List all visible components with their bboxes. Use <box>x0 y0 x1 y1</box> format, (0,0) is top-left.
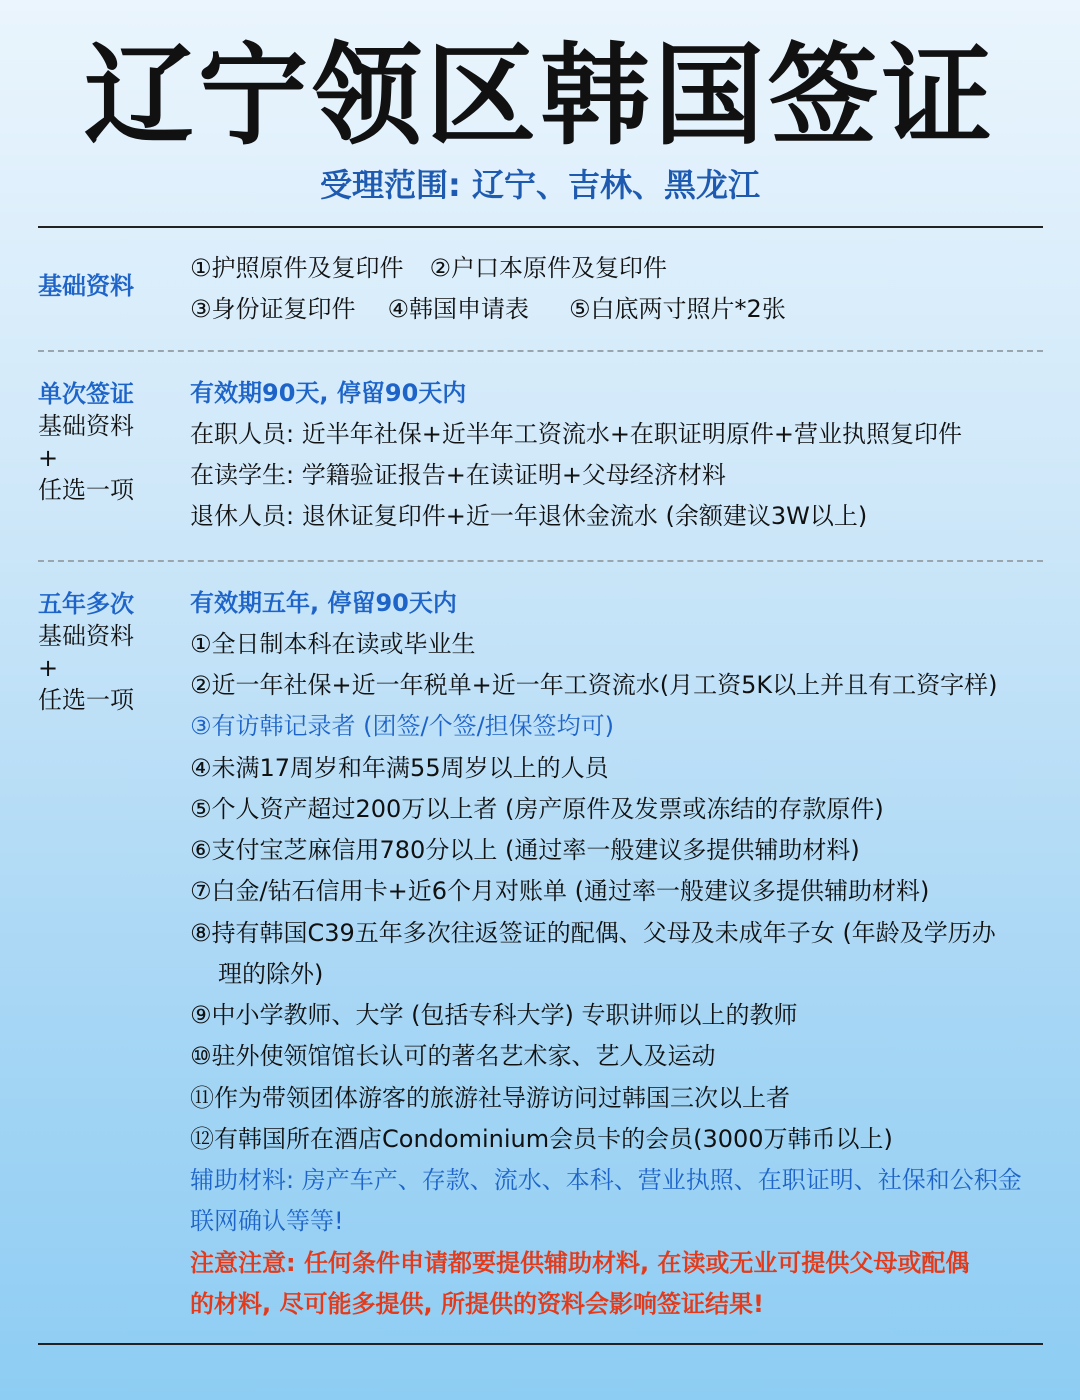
single-label-plus: + <box>38 444 59 472</box>
page-subtitle: 受理范围: 辽宁、吉林、黑龙江 <box>320 166 760 204</box>
basic-item: ①护照原件及复印件 <box>190 254 404 282</box>
single-label-line2: 任选一项 <box>38 476 134 504</box>
multi-item: ②近一年社保+近一年税单+近一年工资流水(月工资5K以上并且有工资字样) <box>190 671 998 699</box>
notice-line: 的材料, 尽可能多提供, 所提供的资料会影响签证结果! <box>190 1290 764 1318</box>
multi-item: ⑨中小学教师、大学 (包括专科大学) 专职讲师以上的教师 <box>190 1001 798 1029</box>
basic-section-label <box>38 270 134 302</box>
multi-item: ⑧持有韩国C39五年多次往返签证的配偶、父母及未成年子女 (年龄及学历办 <box>190 919 996 947</box>
multi-label-line2: 任选一项 <box>38 686 134 714</box>
multi-item: ⑦白金/钻石信用卡+近6个月对账单 (通过率一般建议多提供辅助材料) <box>190 877 930 905</box>
basic-item: ④韩国申请表 <box>387 295 530 323</box>
aux-materials-line: 辅助材料: 房产车产、存款、流水、本科、营业执照、在职证明、社保和公积金 <box>190 1166 1022 1194</box>
top-divider <box>38 226 1043 228</box>
multi-item: ⑤个人资产超过200万以上者 (房产原件及发票或冻结的存款原件) <box>190 795 884 823</box>
basic-row-2 <box>190 289 786 330</box>
multi-item-continuation: 理的除外) <box>218 960 324 988</box>
multi-item: ⑩驻外使领馆馆长认可的著名艺术家、艺人及运动 <box>190 1042 716 1070</box>
aux-materials-line: 联网确认等等! <box>190 1207 344 1235</box>
basic-item: ⑤白底两寸照片*2张 <box>569 295 786 323</box>
multi-item: ⑪作为带领团体游客的旅游社导游访问过韩国三次以上者 <box>190 1084 790 1112</box>
multi-label-plus: + <box>38 654 59 682</box>
single-line: 在职人员: 近半年社保+近半年工资流水+在职证明原件+营业执照复印件 <box>190 420 963 448</box>
multi-label-line1: 基础资料 <box>38 622 134 650</box>
single-validity: 有效期90天, 停留90天内 <box>190 379 467 407</box>
basic-item: ③身份证复印件 <box>190 295 356 323</box>
multi-item: ⑫有韩国所在酒店Condominium会员卡的会员(3000万韩币以上) <box>190 1125 893 1153</box>
multi-label-title: 五年多次 <box>38 590 134 618</box>
single-label-line1: 基础资料 <box>38 412 134 440</box>
single-line: 退休人员: 退休证复印件+近一年退休金流水 (余额建议3W以上) <box>190 502 868 530</box>
section-divider <box>38 560 1043 562</box>
multi-item: ⑥支付宝芝麻信用780分以上 (通过率一般建议多提供辅助材料) <box>190 836 860 864</box>
multi-item: ④未满17周岁和年满55周岁以上的人员 <box>190 754 609 782</box>
multi-section-label <box>38 588 134 716</box>
single-label-title: 单次签证 <box>38 380 134 408</box>
notice-line: 注意注意: 任何条件申请都要提供辅助材料, 在读或无业可提供父母或配偶 <box>190 1249 970 1277</box>
multi-validity: 有效期五年, 停留90天内 <box>190 589 457 617</box>
single-line: 在读学生: 学籍验证报告+在读证明+父母经济材料 <box>190 461 726 489</box>
page-title: 辽宁领区韩国签证 <box>84 32 996 160</box>
section-divider <box>38 350 1043 352</box>
bottom-divider <box>38 1343 1043 1345</box>
basic-label-text: 基础资料 <box>38 272 134 300</box>
basic-row-1 <box>190 248 667 289</box>
multi-item: ①全日制本科在读或毕业生 <box>190 630 476 658</box>
multi-item: ③有访韩记录者 (团签/个签/担保签均可) <box>190 712 615 740</box>
single-section-label <box>38 378 134 506</box>
basic-item: ②户口本原件及复印件 <box>429 254 668 282</box>
